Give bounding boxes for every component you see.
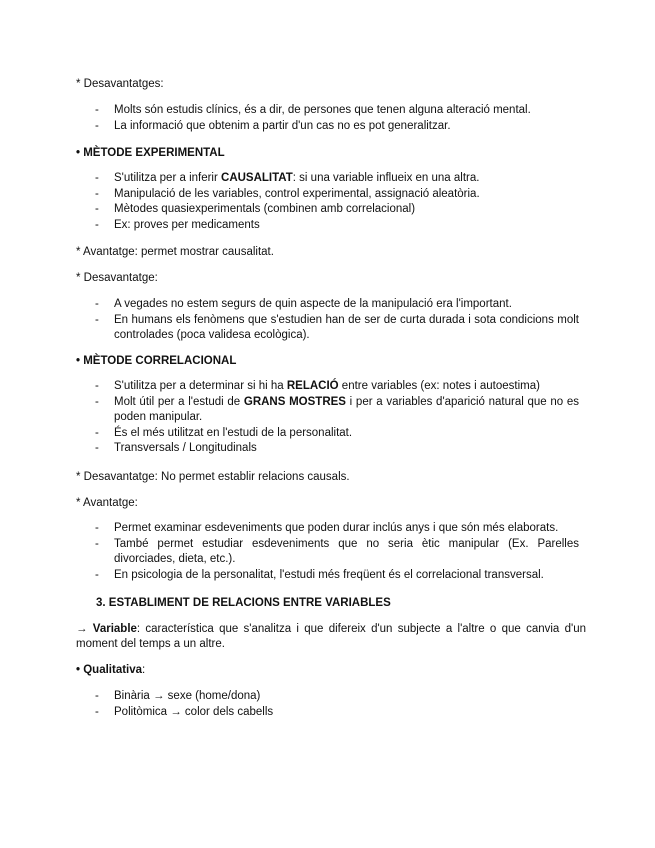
experimental-desavantatge: * Desavantatge: bbox=[76, 272, 158, 284]
qualitativa-list bbox=[0, 689, 655, 720]
desavantatges-list bbox=[0, 103, 655, 134]
desavantatges-label: * Desavantatges: bbox=[76, 78, 164, 90]
list-item: - S'utilitza per a determinar si hi ha RELACIÓ entre variables (ex: notes i autoestima) bbox=[95, 380, 540, 392]
list-item: - També permet estudiar esdeveniments que no seria ètic manipular (Ex. Parelles divorciades, dieta, etc.). bbox=[95, 537, 579, 565]
experimental-avantatge: * Avantatge: permet mostrar causalitat. bbox=[76, 246, 274, 258]
qualitativa-label: • Qualitativa: bbox=[76, 664, 146, 676]
heading-metode-correlacional: • MÈTODE CORRELACIONAL bbox=[76, 355, 237, 367]
list-item: - És el més utilitzat en l'estudi de la personalitat. bbox=[95, 426, 353, 439]
list-item: - Binària → sexe (home/dona) bbox=[95, 690, 261, 702]
correlacional-list bbox=[0, 379, 655, 457]
correlacional-avantatge-list bbox=[0, 521, 655, 583]
list-item: - Mètodes quasiexperimentals (combinen amb correlacional) bbox=[95, 203, 416, 215]
experimental-desavantatge-list bbox=[0, 297, 655, 344]
list-item: - Politòmica → color dels cabells bbox=[95, 705, 274, 718]
list-item: - En humans els fenòmens que s'estudien han de ser de curta durada i sota condicions molt controlades (poca validesa ecològica). bbox=[95, 313, 579, 341]
variable-definition: → Variable: característica que s'analitza i que difereix d'un subjecte a l'altre o que canvia d'un moment del temps a un altre. bbox=[76, 623, 586, 650]
heading-metode-experimental: • MÈTODE EXPERIMENTAL bbox=[76, 147, 225, 159]
correlacional-desavantatge: * Desavantatge: No permet establir relacions causals. bbox=[76, 471, 350, 483]
list-item: - Molt útil per a l'estudi de GRANS MOSTRES i per a variables d'aparició natural que no es poden manipular. bbox=[95, 395, 579, 423]
list-item: - Manipulació de les variables, control experimental, assignació aleatòria. bbox=[95, 187, 480, 200]
list-item: - La informació que obtenim a partir d'un cas no es pot generalitzar. bbox=[95, 119, 451, 132]
experimental-list bbox=[0, 171, 655, 233]
list-item: - Permet examinar esdeveniments que poden durar inclús anys i que són més elaborats. bbox=[95, 522, 559, 534]
list-item: - En psicologia de la personalitat, l'estudi més freqüent és el correlacional transversal. bbox=[95, 568, 544, 581]
list-item: - Molts són estudis clínics, és a dir, de persones que tenen alguna alteració mental. bbox=[95, 104, 531, 116]
list-item: - Ex: proves per medicaments bbox=[95, 218, 260, 231]
list-item: - Transversals / Longitudinals bbox=[95, 442, 257, 454]
list-item: - A vegades no estem segurs de quin aspecte de la manipulació era l'important. bbox=[95, 298, 512, 310]
list-item: - S'utilitza per a inferir CAUSALITAT: si una variable influeix en una altra. bbox=[95, 172, 480, 184]
correlacional-avantatge: * Avantatge: bbox=[76, 497, 138, 509]
heading-establiment: 3. ESTABLIMENT DE RELACIONS ENTRE VARIABLES bbox=[96, 597, 391, 609]
